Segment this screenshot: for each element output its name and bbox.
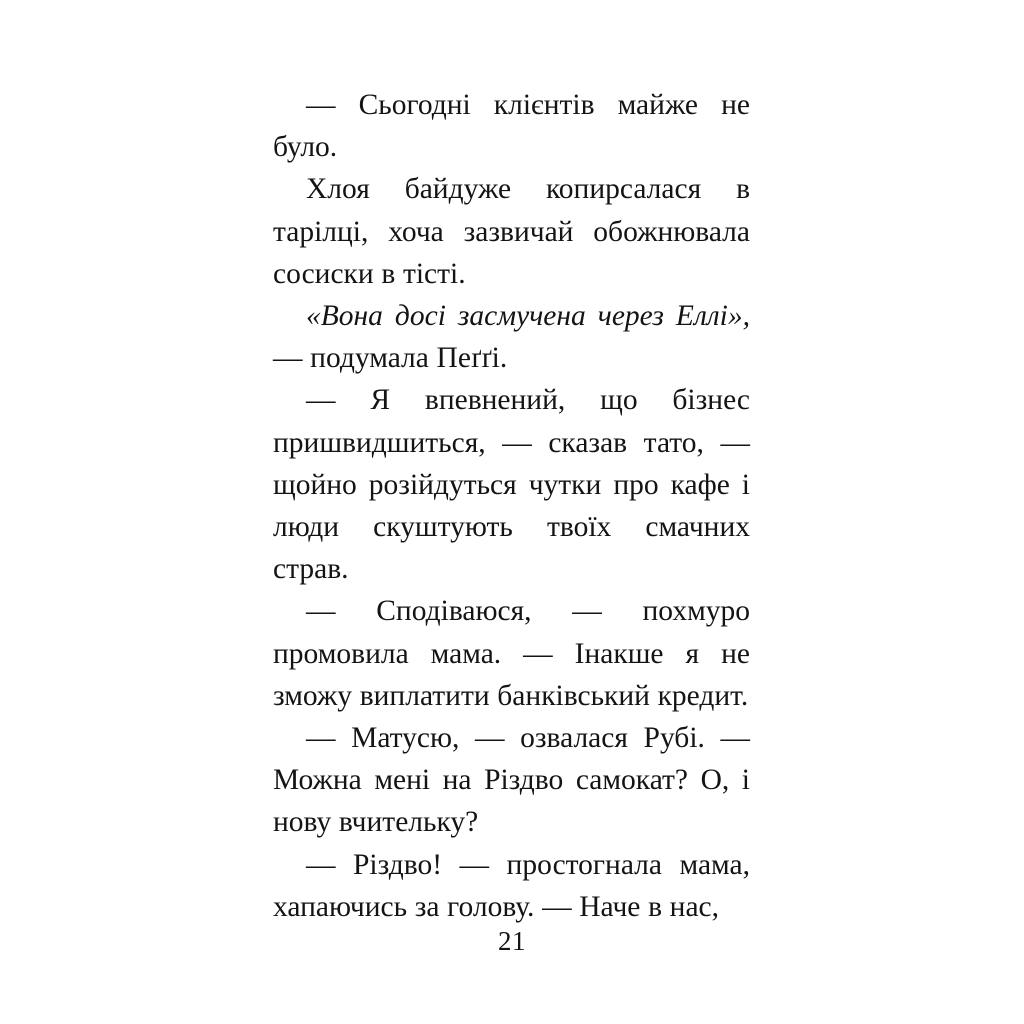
paragraph: — Матусю, — озвалася Рубі. — Можна мені на Різдво самокат? О, і нову вчительку? — [273, 722, 750, 839]
inner-thought-italic: «Вона досі засмучена через Еллі», — [306, 300, 750, 333]
inner-thought-attribution: — подумала Пеґґі. — [273, 342, 508, 375]
paragraph: Хлоя байдуже копирсалася в тарілці, хоча зазвичай обожнювала сосиски в тісті. — [273, 173, 750, 290]
paragraph: — Я впевнений, що бізнес пришвидшиться, — сказав тато, — щойно розійдуться чутки про кафе і люди скуштують твоїх смачних страв. — [273, 384, 750, 586]
page-number: 21 — [497, 926, 527, 956]
paragraph-with-inner-thought — [273, 295, 750, 379]
paragraph: — Сподіваюся, — похмуро промовила мама. — Інакше я не зможу виплатити банківський кредит. — [273, 595, 750, 712]
paragraph: — Сьогодні клієнтів майже не було. — [273, 89, 750, 164]
paragraph: — Різдво! — простогнала мама, хапаючись за голову. — Наче в нас, — [273, 848, 750, 923]
page-text-block — [273, 84, 750, 928]
